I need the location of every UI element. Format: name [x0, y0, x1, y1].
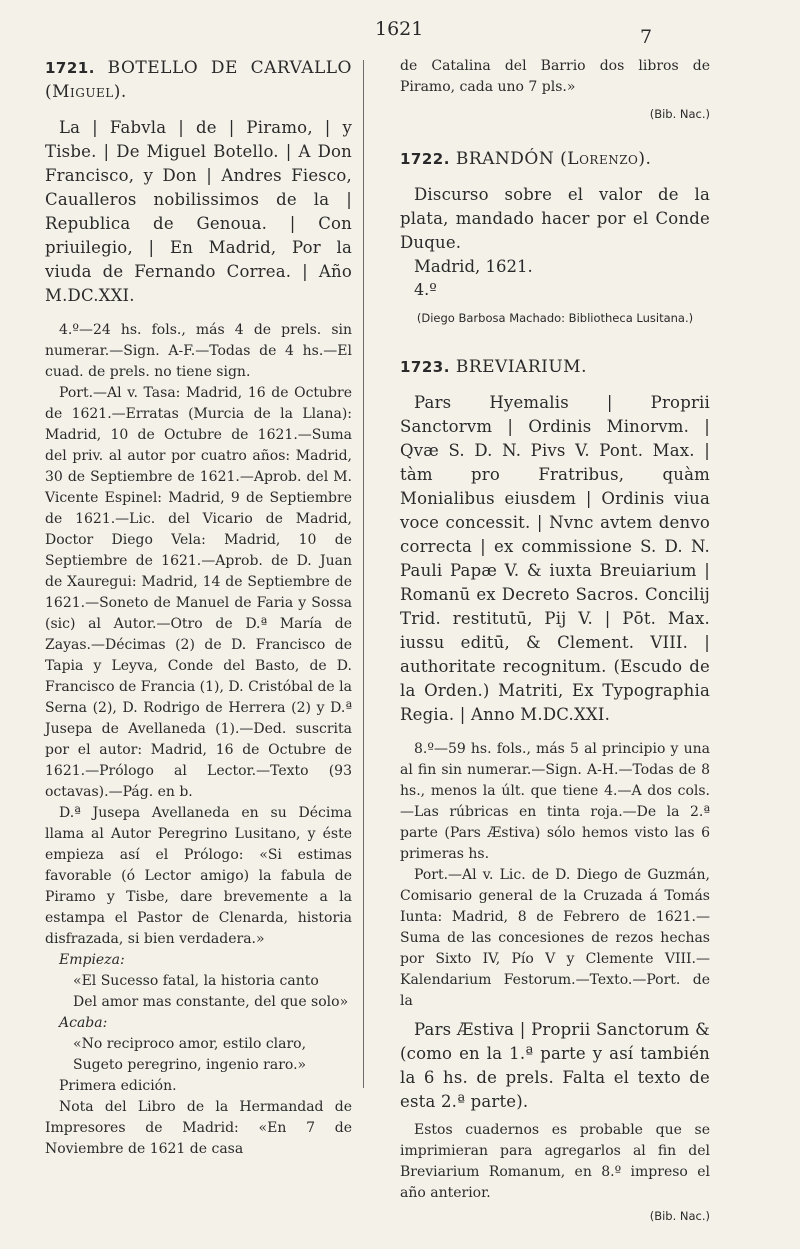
page-header [0, 18, 800, 48]
acaba-label: Acaba: [59, 1015, 108, 1031]
left-column [45, 56, 352, 1160]
entry-number: 1722. [400, 150, 450, 168]
empieza-label: Empieza: [59, 952, 125, 968]
source-citation: (Diego Barbosa Machado: Bibliotheca Lusitana.) [416, 311, 694, 325]
page-number: 7 [640, 26, 653, 48]
entry-contents: Port.—Al v. Lic. de D. Diego de Guzmán, Comisario general de la Cruzada á Tomás Iunta: Madrid, 8 de Febrero de 1621.—Suma de las concesiones de rezos hechas por Sixto IV, Pío V y Clemente VIII.—Kalendarium Festorum.—Texto.—Port. de la [400, 867, 710, 1009]
entry-note: D.ª Jusepa Avellaneda en su Décima llama al Autor Peregrino Lusitano, y éste empieza así el Prólogo: «Si estimas favorable (ó Lector amigo) la fabula de Piramo y Tisbe, dare brevemente a la estampa el Pastor de Clenarda, historia disfrazada, si bien verdadera.» [45, 805, 352, 947]
entry-description: 8.º—59 hs. fols., más 5 al principio y una al fin sin numerar.—Sign. A-H.—Todas de 8 hs., menos la últ. que tiene 4.—A dos cols.—Las rúbricas en tinta roja.—De la 2.ª parte (Pars Æstiva) sólo hemos visto las 6 primeras hs. [400, 741, 710, 862]
column-divider [363, 60, 364, 1088]
entry-author: BREVIARIUM. [455, 357, 587, 377]
acaba-line: «No reciproco amor, estilo claro, [73, 1036, 307, 1052]
source-citation: (Bib. Nac.) [649, 1209, 710, 1223]
entry-author: BOTELLO DE CARVALLO (Miguel). [45, 58, 352, 102]
continued-text: de Catalina del Barrio dos libros de Piramo, cada uno 7 pls.» [400, 58, 710, 95]
entry-title-second-part: Pars Æstiva | Proprii Sanctorum & (como en la 1.ª parte y así también la 6 hs. de prels. Falta el texto de esta 2.ª parte). [400, 1020, 710, 1111]
entry-note: Estos cuadernos es probable que se imprimieran para agregarlos al fin del Breviarium Romanum, en 8.º impreso el año anterior. [400, 1122, 710, 1201]
entry-description: 4.º—24 hs. fols., más 4 de prels. sin numerar.—Sign. A-F.—Todas de 4 hs.—El cuad. de prels. no tiene sign. [45, 322, 352, 380]
entry-contents: Port.—Al v. Tasa: Madrid, 16 de Octubre de 1621.—Erratas (Murcia de la Llana): Madrid, 10 de Octubre de 1621.—Suma del priv. al autor por cuatro años: Madrid, 30 de Septiembre de 1621.—Aprob. del M. Vicente Espinel: Madrid, 9 de Septiembre de 1621.—Lic. del Vicario de Madrid, Doctor Diego Vela: Madrid, 10 de Septiembre de 1621.—Aprob. de D. Juan de Xauregui: Madrid, 14 de Septiembre de 1621.—Soneto de Manuel de Faria y Sossa (sic) al Autor.—Otro de D.ª María de Zayas.—Décimas (2) de D. Francisco de Tapia y Leyva, Conde del Basto, de D. Francisco de Francia (1), D. Cristóbal de la Serna (2), D. Rodrigo de Herrera (2) y D.ª Jusepa de Avellaneda (1).—Ded. suscrita por el autor: Madrid, 16 de Octubre de 1621.—Prólogo al Lector.—Texto (93 octavas).—Pág. en b. [45, 385, 352, 800]
acaba-line: Sugeto peregrino, ingenio raro.» [73, 1057, 307, 1073]
entry-number: 1721. [45, 59, 95, 77]
entry-title: Pars Hyemalis | Proprii Sanctorvm | Ordinis Minorvm. | Qvæ S. D. N. Pivs V. Pont. Max. | tàm pro Fratribus, quàm Monialibus eiusdem | Ordinis viua voce concessit. | Nvnc avtem denvo correcta | ex commissione S. D. N. Pauli Papæ V. & iuxta Breuiarium | Romanū ex Decreto Sacros. Concilij Trid. restitutū, Pij V. | Pōt. Max. iussu editū, & Clement. VIII. | authoritate recognitum. (Escudo de la Orden.) Matriti, Ex Typographia Regia. | Anno M.DC.XXI. [400, 393, 710, 724]
entry-1722-heading [400, 147, 710, 171]
entry-author: BRANDÓN (Lorenzo). [455, 149, 652, 169]
page-year: 1621 [375, 18, 424, 40]
entry-1723-heading [400, 355, 710, 379]
entry-place: Madrid, 1621. [414, 257, 533, 276]
right-column [400, 56, 710, 1249]
entry-title: Discurso sobre el valor de la plata, mandado hacer por el Conde Duque. [400, 185, 710, 252]
source-citation: (Bib. Nac.) [649, 107, 710, 121]
empieza-line: Del amor mas constante, del que solo» [73, 994, 349, 1010]
empieza-line: «El Sucesso fatal, la historia canto [73, 973, 319, 989]
edition-note: Primera edición. [59, 1078, 177, 1094]
entry-format: 4.º [414, 280, 437, 299]
entry-1721-heading [45, 56, 352, 104]
hermandad-note: Nota del Libro de la Hermandad de Impresores de Madrid: «En 7 de Noviembre de 1621 de casa [45, 1099, 352, 1157]
entry-title: La | Fabvla | de | Piramo, | y Tisbe. | De Miguel Botello. | A Don Francisco, y Don | Andres Fiesco, Caualleros nobilissimos de la | Republica de Genoua. | Con priuilegio, | En Madrid, Por la viuda de Fernando Correa. | Año M.DC.XXI. [45, 118, 352, 305]
entry-number: 1723. [400, 358, 450, 376]
